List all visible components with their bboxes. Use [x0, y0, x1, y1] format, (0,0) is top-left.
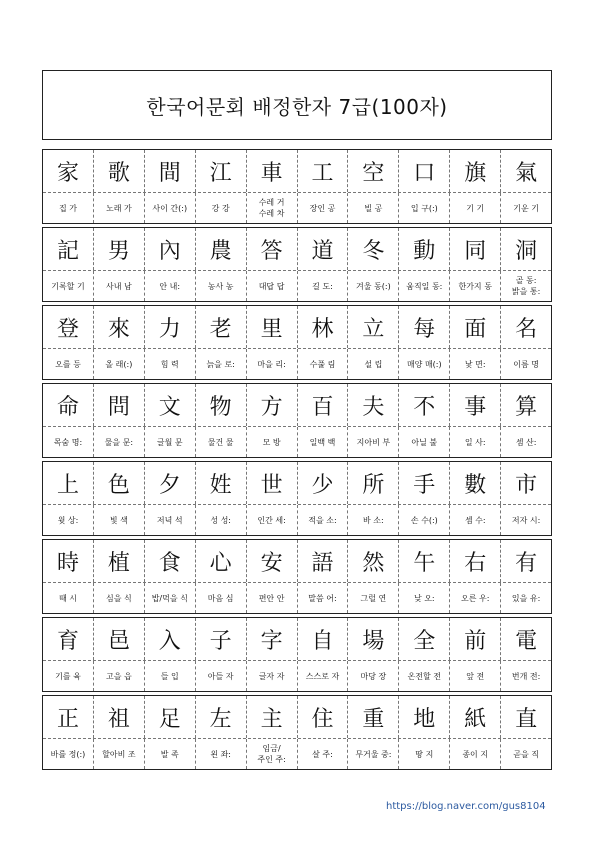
hanja-cell: 所 [347, 462, 398, 504]
meaning-cell: 바를 정(:) [50, 749, 86, 759]
meaning-cell: 곧을 직 [500, 739, 551, 769]
hanja-cell: 面 [449, 306, 500, 348]
meaning-cell: 기를 육 [55, 671, 81, 681]
hanja-cell: 江 [195, 150, 246, 192]
hanja-cell: 口 [398, 150, 449, 192]
meaning-cell: 글자 자 [246, 661, 297, 691]
meaning-cell: 길 도: [297, 271, 348, 301]
meaning-cell: 저자 시: [500, 505, 551, 535]
hanja-cell: 植 [93, 540, 144, 582]
meaning-cell: 낯 면: [449, 349, 500, 379]
hanja-cell: 紙 [449, 696, 500, 738]
hanja-block [42, 383, 552, 458]
meaning-cell: 골 동: 밝을 통: [500, 271, 551, 301]
meaning-cell: 목숨 명: [53, 437, 83, 447]
meaning-cell: 적을 소: [297, 505, 348, 535]
meaning-cell: 대답 답 [246, 271, 297, 301]
hanja-cell: 物 [195, 384, 246, 426]
hanja-cell: 家 [56, 160, 79, 186]
meaning-cell: 일백 백 [297, 427, 348, 457]
hanja-cell: 入 [144, 618, 195, 660]
hanja-cell: 冬 [347, 228, 398, 270]
hanja-cell: 間 [144, 150, 195, 192]
meaning-cell: 매양 매(:) [398, 349, 449, 379]
hanja-cell: 男 [93, 228, 144, 270]
meaning-cell: 기 기 [449, 193, 500, 223]
meaning-row [43, 505, 551, 535]
hanja-cell: 正 [56, 706, 79, 732]
hanja-cell: 姓 [195, 462, 246, 504]
hanja-cell: 記 [56, 238, 79, 264]
hanja-cell: 重 [347, 696, 398, 738]
meaning-cell: 한가지 동 [449, 271, 500, 301]
hanja-cell: 不 [398, 384, 449, 426]
hanja-cell: 問 [93, 384, 144, 426]
meaning-cell: 사이 간(:) [144, 193, 195, 223]
hanja-cell: 字 [246, 618, 297, 660]
meaning-cell: 마당 장 [347, 661, 398, 691]
hanja-cell: 住 [297, 696, 348, 738]
meaning-cell: 아들 자 [195, 661, 246, 691]
meaning-cell: 땅 지 [398, 739, 449, 769]
hanja-cell: 自 [297, 618, 348, 660]
meaning-cell: 있을 유: [500, 583, 551, 613]
hanja-cell: 時 [56, 550, 79, 576]
hanja-block [42, 617, 552, 692]
hanja-block [42, 695, 552, 770]
meaning-cell: 사내 남 [93, 271, 144, 301]
hanja-cell: 文 [144, 384, 195, 426]
meaning-cell: 편안 안 [246, 583, 297, 613]
meaning-cell: 늙을 로: [195, 349, 246, 379]
hanja-cell: 力 [144, 306, 195, 348]
hanja-cell: 有 [500, 540, 551, 582]
meaning-cell: 장인 공 [297, 193, 348, 223]
meaning-cell: 집 가 [58, 203, 77, 213]
hanja-cell: 地 [398, 696, 449, 738]
hanja-cell: 每 [398, 306, 449, 348]
meaning-cell: 고을 읍 [93, 661, 144, 691]
hanja-row [43, 618, 551, 661]
hanja-row [43, 462, 551, 505]
meaning-cell: 때 시 [58, 593, 77, 603]
hanja-cell: 場 [347, 618, 398, 660]
meaning-cell: 셈 산: [500, 427, 551, 457]
meaning-cell: 바 소: [347, 505, 398, 535]
hanja-row [43, 384, 551, 427]
hanja-cell: 食 [144, 540, 195, 582]
title-box [42, 70, 552, 140]
meaning-cell: 번개 전: [500, 661, 551, 691]
hanja-cell: 答 [246, 228, 297, 270]
hanja-cell: 世 [246, 462, 297, 504]
meaning-cell: 글월 문 [144, 427, 195, 457]
meaning-cell: 발 족 [144, 739, 195, 769]
hanja-cell: 手 [398, 462, 449, 504]
meaning-cell: 모 방 [246, 427, 297, 457]
page-title: 한국어문회 배정한자 7급(100자) [146, 94, 448, 119]
meaning-cell: 강 강 [195, 193, 246, 223]
hanja-cell: 市 [500, 462, 551, 504]
hanja-cell: 登 [56, 316, 79, 342]
meaning-row [43, 427, 551, 457]
hanja-block [42, 461, 552, 536]
hanja-block [42, 227, 552, 302]
hanja-row [43, 228, 551, 271]
meaning-cell: 밥/먹을 식 [144, 583, 195, 613]
hanja-cell: 主 [246, 696, 297, 738]
meaning-cell: 마음 심 [195, 583, 246, 613]
hanja-cell: 育 [56, 628, 79, 654]
hanja-cell: 算 [500, 384, 551, 426]
hanja-cell: 心 [195, 540, 246, 582]
meaning-cell: 오른 우: [449, 583, 500, 613]
hanja-block [42, 305, 552, 380]
hanja-cell: 名 [500, 306, 551, 348]
hanja-cell: 色 [93, 462, 144, 504]
hanja-cell: 子 [195, 618, 246, 660]
meaning-cell: 움직일 동: [398, 271, 449, 301]
meaning-cell: 손 수(:) [398, 505, 449, 535]
meaning-cell: 말씀 어: [297, 583, 348, 613]
hanja-cell: 安 [246, 540, 297, 582]
meaning-cell: 종이 지 [449, 739, 500, 769]
hanja-row [43, 306, 551, 349]
meaning-cell: 노래 가 [93, 193, 144, 223]
meaning-cell: 저녁 석 [144, 505, 195, 535]
hanja-cell: 內 [144, 228, 195, 270]
meaning-cell: 그럴 연 [347, 583, 398, 613]
hanja-cell: 工 [297, 150, 348, 192]
hanja-cell: 老 [195, 306, 246, 348]
hanja-cell: 歌 [93, 150, 144, 192]
meaning-cell: 물을 문: [93, 427, 144, 457]
meaning-cell: 수풀 림 [297, 349, 348, 379]
hanja-cell: 數 [449, 462, 500, 504]
hanja-cell: 然 [347, 540, 398, 582]
hanja-cell: 里 [246, 306, 297, 348]
meaning-cell: 빌 공 [347, 193, 398, 223]
hanja-cell: 邑 [93, 618, 144, 660]
meaning-cell: 윗 상: [57, 515, 79, 525]
meaning-cell: 성 성: [195, 505, 246, 535]
meaning-cell: 셈 수: [449, 505, 500, 535]
meaning-cell: 지아비 부 [347, 427, 398, 457]
blog-url: https://blog.naver.com/gus8104 [386, 801, 546, 812]
hanja-cell: 夕 [144, 462, 195, 504]
meaning-cell: 입 구(:) [398, 193, 449, 223]
hanja-cell: 電 [500, 618, 551, 660]
hanja-row [43, 696, 551, 739]
meaning-cell: 힘 력 [144, 349, 195, 379]
hanja-row [43, 540, 551, 583]
hanja-cell: 前 [449, 618, 500, 660]
meaning-cell: 올 래(:) [93, 349, 144, 379]
hanja-cell: 旗 [449, 150, 500, 192]
meaning-cell: 수레 거 수레 차 [246, 193, 297, 223]
meaning-cell: 왼 좌: [195, 739, 246, 769]
meaning-cell: 설 립 [347, 349, 398, 379]
hanja-cell: 道 [297, 228, 348, 270]
meaning-cell: 인간 세: [246, 505, 297, 535]
hanja-cell: 上 [56, 472, 79, 498]
meaning-cell: 아닐 불 [398, 427, 449, 457]
meaning-cell: 일 사: [449, 427, 500, 457]
hanja-cell: 午 [398, 540, 449, 582]
meaning-cell: 무거울 중: [347, 739, 398, 769]
meaning-cell: 기록할 기 [51, 281, 85, 291]
meaning-cell: 기운 기 [500, 193, 551, 223]
meaning-cell: 마을 리: [246, 349, 297, 379]
hanja-cell: 林 [297, 306, 348, 348]
meaning-cell: 안 내: [144, 271, 195, 301]
meaning-row [43, 583, 551, 613]
meaning-cell: 물건 물 [195, 427, 246, 457]
meaning-cell: 낮 오: [398, 583, 449, 613]
meaning-cell: 앞 전 [449, 661, 500, 691]
hanja-cell: 全 [398, 618, 449, 660]
meaning-row [43, 349, 551, 379]
hanja-cell: 車 [246, 150, 297, 192]
hanja-cell: 方 [246, 384, 297, 426]
hanja-cell: 事 [449, 384, 500, 426]
hanja-cell: 右 [449, 540, 500, 582]
hanja-cell: 少 [297, 462, 348, 504]
hanja-cell: 立 [347, 306, 398, 348]
hanja-cell: 足 [144, 696, 195, 738]
hanja-cell: 左 [195, 696, 246, 738]
meaning-row [43, 193, 551, 223]
meaning-cell: 할아비 조 [93, 739, 144, 769]
meaning-cell: 스스로 자 [297, 661, 348, 691]
hanja-cell: 農 [195, 228, 246, 270]
hanja-cell: 空 [347, 150, 398, 192]
meaning-row [43, 739, 551, 769]
hanja-cell: 來 [93, 306, 144, 348]
meaning-cell: 오를 등 [55, 359, 81, 369]
hanja-cell: 直 [500, 696, 551, 738]
hanja-row [43, 150, 551, 193]
meaning-row [43, 661, 551, 691]
meaning-cell: 온전할 전 [398, 661, 449, 691]
hanja-cell: 氣 [500, 150, 551, 192]
hanja-block [42, 149, 552, 224]
meaning-cell: 들 입 [144, 661, 195, 691]
meaning-cell: 빛 색 [93, 505, 144, 535]
meaning-row [43, 271, 551, 301]
hanja-block [42, 539, 552, 614]
hanja-cell: 祖 [93, 696, 144, 738]
meaning-cell: 농사 농 [195, 271, 246, 301]
hanja-cell: 語 [297, 540, 348, 582]
meaning-cell: 이름 명 [500, 349, 551, 379]
meaning-cell: 임금/ 주인 주: [246, 739, 297, 769]
hanja-cell: 動 [398, 228, 449, 270]
hanja-cell: 洞 [500, 228, 551, 270]
meaning-cell: 살 주: [297, 739, 348, 769]
hanja-cell: 百 [297, 384, 348, 426]
meaning-cell: 겨울 동(:) [347, 271, 398, 301]
hanja-cell: 夫 [347, 384, 398, 426]
hanja-cell: 命 [56, 394, 79, 420]
hanja-cell: 同 [449, 228, 500, 270]
meaning-cell: 심을 식 [93, 583, 144, 613]
